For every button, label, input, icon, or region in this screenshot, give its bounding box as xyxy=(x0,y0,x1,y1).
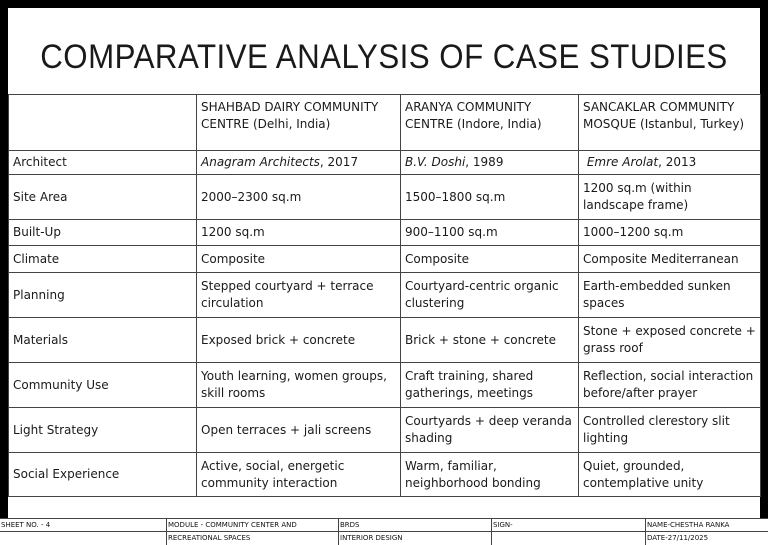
architect-name: Anagram Architects xyxy=(201,155,320,169)
table-cell: Active, social, energetic community interaction xyxy=(197,453,401,497)
module-label-line2: RECREATIONAL SPACES xyxy=(168,534,251,542)
table-cell: Open terraces + jali screens xyxy=(197,408,401,453)
table-cell xyxy=(401,151,579,175)
table-cell: Earth-embedded sunken spaces xyxy=(579,273,761,318)
table-cell: Composite xyxy=(197,246,401,273)
table-cell: Warm, familiar, neighborhood bonding xyxy=(401,453,579,497)
row-label: Climate xyxy=(9,246,197,273)
table-cell: 1500–1800 sq.m xyxy=(401,175,579,220)
table-cell: Stepped courtyard + terrace circulation xyxy=(197,273,401,318)
row-label: Materials xyxy=(9,318,197,363)
table-row xyxy=(9,220,761,246)
header-cell-empty xyxy=(9,95,197,151)
architect-name: Emre Arolat xyxy=(586,155,659,169)
table-cell: Quiet, grounded, contemplative unity xyxy=(579,453,761,497)
row-label: Site Area xyxy=(9,175,197,220)
architect-year: , 2013 xyxy=(658,155,697,169)
table-cell: Stone + exposed concrete + grass roof xyxy=(579,318,761,363)
table-cell: 900–1100 sq.m xyxy=(401,220,579,246)
table-row xyxy=(9,453,761,497)
row-label: Built-Up xyxy=(9,220,197,246)
module-label: MODULE - COMMUNITY CENTER AND xyxy=(168,521,297,529)
table-row xyxy=(9,175,761,220)
table-cell: 1200 sq.m (within landscape frame) xyxy=(579,175,761,220)
row-label: Planning xyxy=(9,273,197,318)
architect-year: , 1989 xyxy=(465,155,504,169)
header-row xyxy=(9,95,761,151)
table-cell: Controlled clerestory slit lighting xyxy=(579,408,761,453)
comparison-table xyxy=(8,94,761,497)
table-cell: Composite Mediterranean xyxy=(579,246,761,273)
row-label: Architect xyxy=(9,151,197,175)
course-label: BRDS xyxy=(340,521,360,529)
table-cell: 2000–2300 sq.m xyxy=(197,175,401,220)
sign-label: SIGN- xyxy=(493,521,513,529)
header-cell-shahbad: SHAHBAD DAIRY COMMUNITY CENTRE (Delhi, India) xyxy=(197,95,401,151)
sheet-number: SHEET NO. - 4 xyxy=(1,521,51,529)
header-cell-aranya: ARANYA COMMUNITY CENTRE (Indore, India) xyxy=(401,95,579,151)
table-cell: Exposed brick + concrete xyxy=(197,318,401,363)
table-cell: Reflection, social interaction before/after prayer xyxy=(579,363,761,408)
table-cell xyxy=(579,151,761,175)
table-cell: 1200 sq.m xyxy=(197,220,401,246)
subject-label: INTERIOR DESIGN xyxy=(340,534,403,542)
row-label: Community Use xyxy=(9,363,197,408)
table-cell: Courtyard-centric organic clustering xyxy=(401,273,579,318)
date-label: DATE-27/11/2025 xyxy=(647,534,709,542)
table-row xyxy=(9,408,761,453)
table-cell: Craft training, shared gatherings, meetings xyxy=(401,363,579,408)
table-row xyxy=(9,318,761,363)
table-cell: Composite xyxy=(401,246,579,273)
table-cell: Courtyards + deep veranda shading xyxy=(401,408,579,453)
table-row xyxy=(9,246,761,273)
title-block xyxy=(0,518,768,545)
name-label: NAME-CHESTHA RANKA xyxy=(647,521,730,529)
page-title: COMPARATIVE ANALYSIS OF CASE STUDIES xyxy=(40,38,728,76)
table-row xyxy=(9,363,761,408)
table-row xyxy=(9,151,761,175)
architect-year: , 2017 xyxy=(319,155,359,169)
table-row xyxy=(9,273,761,318)
table-cell xyxy=(197,151,401,175)
architect-name: B.V. Doshi xyxy=(405,155,466,169)
row-label: Light Strategy xyxy=(9,408,197,453)
row-label: Social Experience xyxy=(9,453,197,497)
table-cell: Youth learning, women groups, skill rooms xyxy=(197,363,401,408)
table-cell: Brick + stone + concrete xyxy=(401,318,579,363)
table-cell: 1000–1200 sq.m xyxy=(579,220,761,246)
header-cell-sancaklar: SANCAKLAR COMMUNITY MOSQUE (Istanbul, Turkey) xyxy=(579,95,761,151)
sheet xyxy=(8,8,760,544)
